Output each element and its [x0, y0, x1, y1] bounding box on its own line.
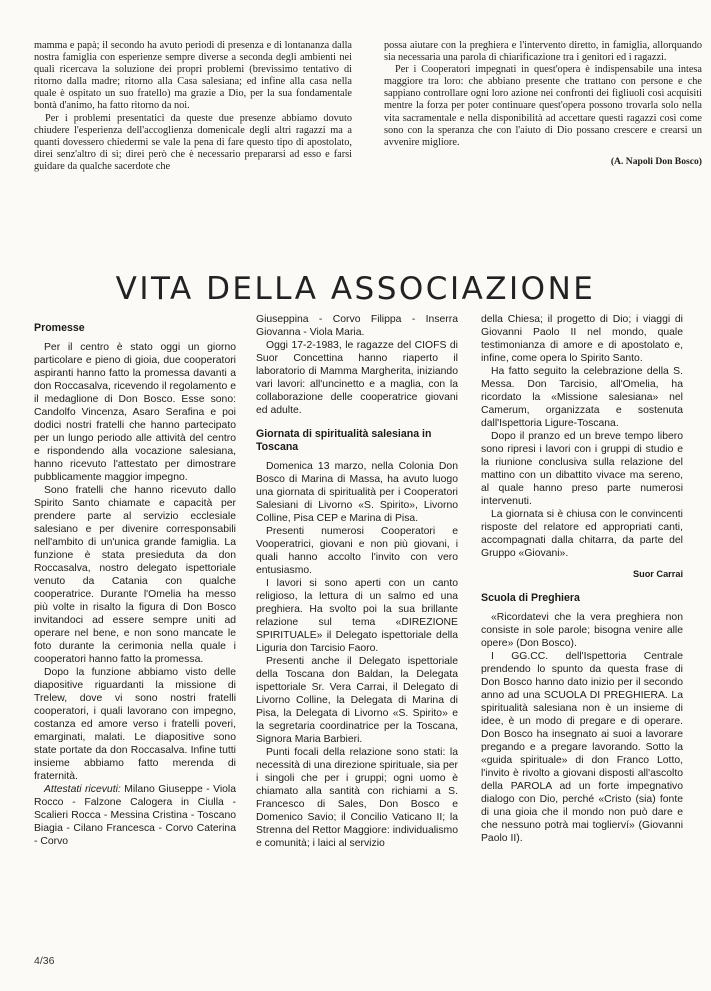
paragraph: Ha fatto seguito la celebrazione della S. Messa. Don Tarcisio, all'Omelia, ha ricordato la «Missione salesiana» nel Camerum, organizzata e sostenuta dall'Ispettoria Ligure-Toscana.: [481, 366, 683, 429]
paragraph: Per il centro è stato oggi un giorno particolare e pieno di gioia, due cooperatori aspiranti hanno fatto la promessa davanti a don Roccasalva, ricevendo il regolamento e il medaglione di Don Bosco. Esse sono: Candolfo Vincenza, Asaro Serafina e poi dodici nostri fratelli che hanno partecipato per un lungo periodo alle attività del centro e rispondendo alla vocazione salesiana, hanno ricevuto l'attestato per dimostrare pubblicamente maggior impegno.: [34, 342, 236, 483]
page-number: 4/36: [34, 955, 55, 967]
paragraph: Dopo il pranzo ed un breve tempo libero sono ripresi i lavori con i gruppi di studio e la riunione conclusiva sulla relazione del mattino con un dibattito vivace ma sereno, al quale hanno preso parte numerosi intervenuti.: [481, 431, 683, 507]
continued-article: [34, 40, 702, 250]
paragraph: Presenti anche il Delegato ispettoriale della Toscana don Baldan, la Delegata ispettoriale Sr. Vera Carrai, il Delegato di Livorno Colline, la Delegata di Marina di Pisa, la Delegata di Livorno «S. Spirito» e la segretaria coordinatrice per la Toscana, Signora Maria Barbieri.: [256, 656, 458, 745]
paragraph: Presenti numerosi Cooperatori e Vooperatrici, giovani e non più giovani, i quali hanno accolto l'invito con vero entusiasmo.: [256, 526, 458, 576]
paragraph: Sono fratelli che hanno ricevuto dallo Spirito Santo chiamate e capacità per prendere parte al servizio ecclesiale salesiano e per divenire corresponsabili nell'ambito di un'unica grande famiglia. La funzione è stata presieduta da don Roccasalva, nostro delegato ispettoriale venuto da Catania con qualche cooperatrice. Durante l'Omelia ha messo più volte in risalto la figura di Don Bosco invitandoci ad essere sempre uniti ad operare nel bene, e non sono mancate le foto durante la cerimonia nella quale i cooperatori hanno fatto la promessa.: [34, 485, 236, 665]
continued-article-right-column: [384, 40, 702, 167]
section-title: VITA DELLA ASSOCIAZIONE: [115, 270, 596, 307]
column-1: [34, 320, 236, 848]
attestati-label: Attestati ricevuti:: [44, 784, 121, 795]
heading-giornata-spiritualita: Giornata di spiritualità salesiana in Toscana: [256, 428, 432, 453]
article-signature: (A. Napoli Don Bosco): [610, 155, 702, 167]
column-2: [256, 313, 458, 850]
continued-article-left-column: [34, 40, 352, 173]
paragraph: «Ricordatevi che la vera preghiera non consiste in sole parole; bisogna venire alle opere» (Don Bosco).: [481, 612, 683, 649]
paragraph: della Chiesa; il progetto di Dio; i viaggi di Giovanni Paolo II nel mondo, quale testimonianza di amore e di apostolato e, infine, come opera lo Spirito Santo.: [481, 314, 683, 364]
paragraph: Dopo la funzione abbiamo visto delle diapositive riguardanti la missione di Trelew, dove vi sono nostri fratelli cooperatori, i quali lavorano con impegno, costanza ed amore verso i fratelli poveri, emarginati, malati. Le diapositive sono state portate da don Roccasalva. Infine tutti insieme abbiamo fatto merenda di fraternità.: [34, 667, 236, 782]
attestati-paragraph: [34, 783, 236, 848]
heading-scuola-di-preghiera: Scuola di Preghiera: [481, 592, 580, 604]
paragraph: Domenica 13 marzo, nella Colonia Don Bosco di Marina di Massa, ha avuto luogo una giornata di spiritualità per i Cooperatori Salesiani di Livorno «S. Spirito», Livorno Colline, Pisa CEP e Marina di Pisa.: [256, 461, 458, 524]
paragraph: Oggi 17-2-1983, le ragazze del CIOFS di Suor Concettina hanno riaperto il laboratorio di Mamma Margherita, iniziando vari lavori: all'uncinetto e a maglia, con la collaborazione delle cooperatrice giovani ed adulte.: [256, 340, 458, 416]
paragraph: Per i problemi presentatici da queste due presenze abbiamo dovuto chiudere l'esperienza dell'accoglienza domenicale degli altri ragazzi ma a quanti dovessero chiedermi se vale la pena di fare questo tipo di apostolato, direi senz'altro di sì; direi però che è necessario prepararsi ad esso e farsi guidare da qualche sacerdote che: [34, 112, 352, 172]
paragraph: I GG.CC. dell'Ispettoria Centrale prendendo lo spunto da questa frase di Don Bosco hanno dato inizio per il secondo anno ad una SCUOLA DI PREGHIERA. La spiritualità salesiana non è un insieme di idee, è un modo di pregare e di operare. Don Bosco ha insegnato ai suoi a lavorare pregando e a pregare lavorando. Sotto la «guida spirituale» di don Franco Lotto, l'invito è rivolto a giovani disposti all'ascolto della PAROLA ad un forte impegnativo dialogo con Dio, perché «Cristo (sia) fonte di una gioia che il mondo non può dare e che nessuno potrà mai toglierví» (Giovanni Paolo II).: [481, 651, 683, 844]
column-3: [481, 313, 683, 845]
paragraph: Giuseppina - Corvo Filippa - Inserra Giovanna - Viola Maria.: [256, 314, 458, 338]
paragraph: mamma e papà; il secondo ha avuto periodi di presenza e di lontananza dalla nostra famiglia con esperienze sempre diverse a seconda degli ambienti nei quali ricercava la soluzione dei propri problemi (brevissimo tentativo di ritorno dalla madre; ritorno alla Casa salesiana; ed infine alla casa nella quale è ospitato un suo fratello) ma grazie a Dio, per la sua fondamentale bontà d'animo, ha fatto ritorno da noi.: [34, 40, 352, 112]
attestati-names: Milano Giuseppe - Viola Rocco - Falzone Calogera in Ciulla - Scalieri Rocca - Messina Cristina - Toscano Biagia - Cilano Francesca - Corvo Caterina - Corvo: [34, 784, 236, 847]
paragraph: Punti focali della relazione sono stati: la necessità di una direzione spirituale, sia per i singoli che per i gruppi; ogni uomo è chiamato alla santità con richiami a S. Francesco di Sales, Don Bosco e Domenico Savio; il Concilio Vaticano II; la Strenna del Rettor Maggiore: individualismo e comunità; i laici al servizio: [256, 747, 458, 849]
article-signature: Suor Carrai: [632, 569, 683, 579]
paragraph: La giornata si è chiusa con le convincenti risposte del relatore ed appropriati canti, accompagnati dalla chitarra, da parte del Gruppo «Giovani».: [481, 509, 683, 559]
paragraph: I lavori si sono aperti con un canto religioso, la lettura di un salmo ed una preghiera. Ha svolto poi la sua brillante relazione sul tema «DIREZIONE SPIRITUALE» il Delegato ispettoriale della Liguria don Tarcisio Faoro.: [256, 578, 458, 654]
paragraph: Per i Cooperatori impegnati in quest'opera è indispensabile una intesa maggiore tra loro: che abbiano presente che trattano con persone e che sappiano controllare ogni loro azione nei confronti dei figliuoli così acquisiti mentre la forza per poter continuare quest'opera possono trovarla solo nella vita sacramentale e nella disponibilità ad accettare questi ragazzi così come sono con la speranza che con l'aiuto di Dio possano crescere e crearsi un avvenire migliore.: [384, 64, 702, 148]
heading-promesse: Promesse: [34, 322, 85, 334]
paragraph: possa aiutare con la preghiera e l'intervento diretto, in famiglia, allorquando sia necessaria una parola di chiarificazione tra i genitori ed i ragazzi.: [384, 40, 702, 64]
